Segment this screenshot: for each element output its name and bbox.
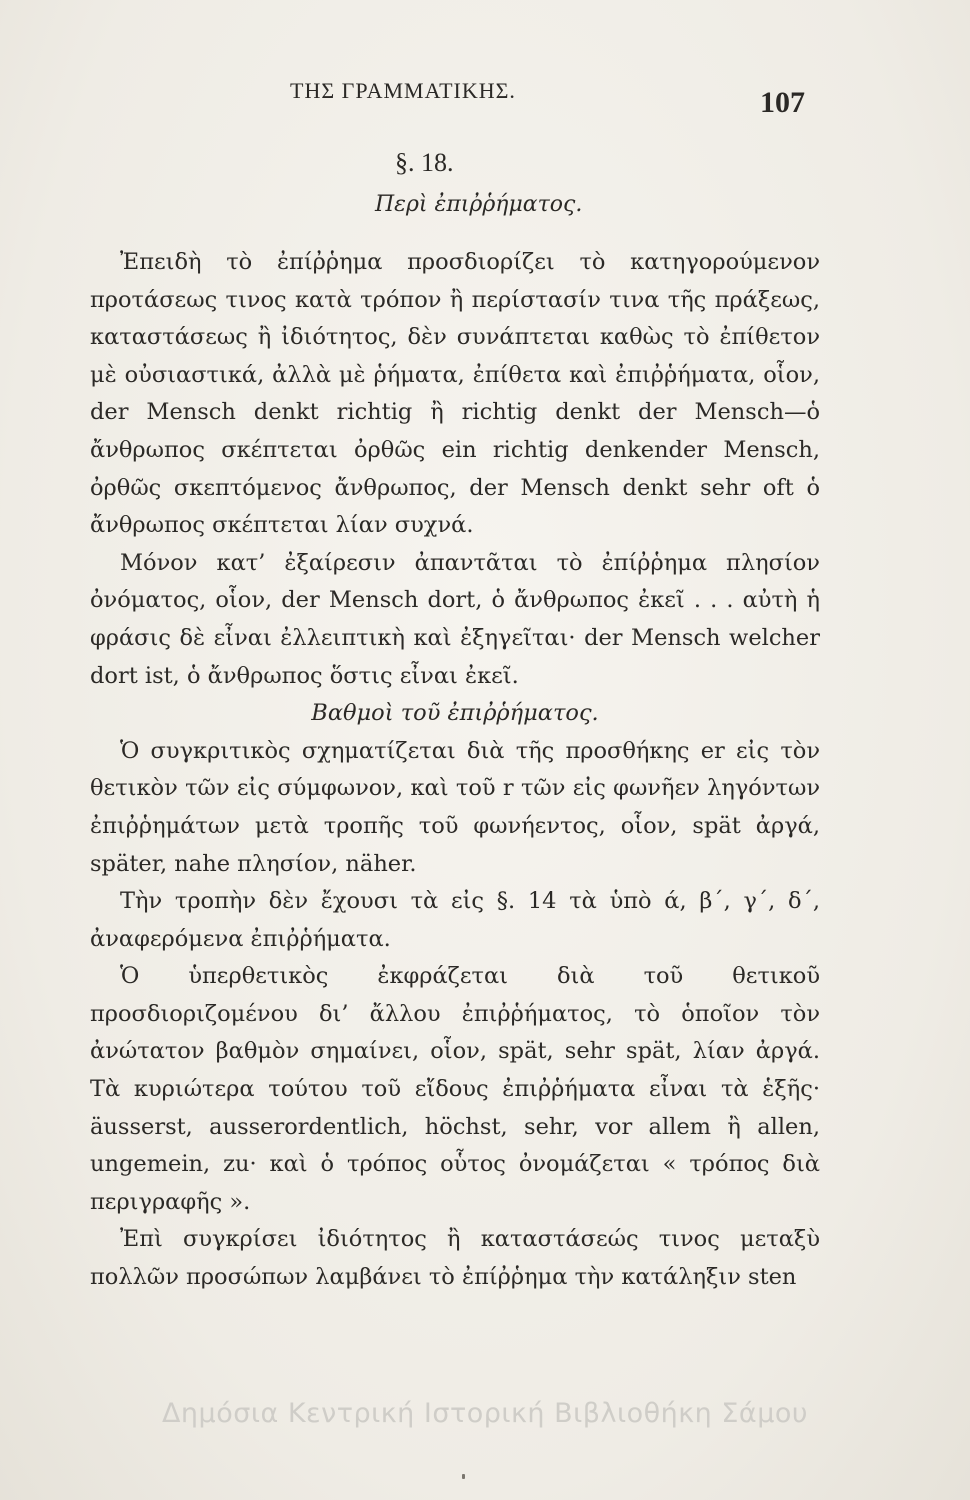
paragraph: Ἐπειδὴ τὸ ἐπίῤῥημα προσδιορίζει τὸ κατηγορούμενον προτάσεως τινος κατὰ τρόπον ἢ περίστασίν τινα τῆς πράξεως, καταστάσεως ἢ ἰδιότητος, δὲν συνάπτεται καθὼς τὸ ἐπίθετον μὲ οὐσιαστικά, ἀλλὰ μὲ ῥήματα, ἐπίθετα καὶ ἐπιῤῥήματα, οἷον, der Mensch denkt richtig ἢ richtig denkt der Mensch—ὁ ἄνθρωπος σκέπτεται ὀρθῶς ein richtig denkender Mensch, ὀρθῶς σκεπτόμενος ἄνθρωπος, der Mensch denkt sehr oft ὁ ἄνθρωπος σκέπτεται λίαν συχνά.	[90, 249, 820, 539]
paragraph: Ἐπὶ συγκρίσει ἰδιότητος ἢ καταστάσεώς τινος μεταξὺ πολλῶν προσώπων λαμβάνει τὸ ἐπίῤῥημα τὴν κατάληξιν sten	[90, 1226, 820, 1291]
paragraph: Ὁ ὑπερθετικὸς ἐκφράζεται διὰ τοῦ θετικοῦ προσδιοριζομένου δι’ ἄλλου ἐπιῤῥήματος, τὸ ὁποῖον τὸν ἀνώτατον βαθμὸν σημαίνει, οἷον, spät, sehr spät, λίαν ἀργά. Τὰ κυριώτερα τούτου τοῦ εἴδους ἐπιῤῥήματα εἶναι τὰ ἑξῆς· äusserst, ausserordentlich, höchst, sehr, vor allem ἢ allen, ungemein, zu· καὶ ὁ τρόπος οὗτος ὀνομάζεται « τρόπος διὰ περιγραφῆς ».	[90, 963, 820, 1215]
section-title: Περὶ ἐπιῤῥήματος.	[375, 192, 583, 217]
paper-speck	[462, 1474, 465, 1479]
body-text	[90, 244, 820, 1297]
paragraph: Μόνον κατ’ ἐξαίρεσιν ἀπαντᾶται τὸ ἐπίῤῥημα πλησίον ὀνόματος, οἷον, der Mensch dort, ὁ ἄνθρωπος ἐκεῖ . . . αὐτὴ ἡ φράσις δὲ εἶναι ἐλλειπτικὴ καὶ ἐξηγεῖται· der Mensch welcher dort ist, ὁ ἄνθρωπος ὅστις εἶναι ἐκεῖ.	[90, 549, 820, 689]
section-number: §. 18.	[395, 148, 454, 177]
library-watermark: Δημόσια Κεντρική Ιστορική Βιβλιοθήκη Σάμου	[161, 1398, 809, 1429]
paragraph: Ὁ συγκριτικὸς σχηματίζεται διὰ τῆς προσθήκης er εἰς τὸν θετικὸν τῶν εἰς σύμφωνον, καὶ τοῦ r τῶν εἰς φωνῆεν ληγόντων ἐπιῤῥημάτων μετὰ τροπῆς τοῦ φωνήεντος, οἷον, spät ἀργά, später, nahe πλησίον, näher.	[90, 737, 820, 877]
paragraph: Τὴν τροπὴν δὲν ἔχουσι τὰ εἰς §. 14 τὰ ὑπὸ ά, β΄, γ΄, δ΄, ἀναφερόμενα ἐπιῤῥήματα.	[90, 888, 820, 952]
subheading: Βαθμοὶ τοῦ ἐπιῤῥήματος.	[311, 700, 599, 727]
page-number: 107	[760, 86, 805, 119]
running-head: ΤΗΣ ΓΡΑΜΜΑΤΙΚΗΣ.	[290, 78, 516, 103]
